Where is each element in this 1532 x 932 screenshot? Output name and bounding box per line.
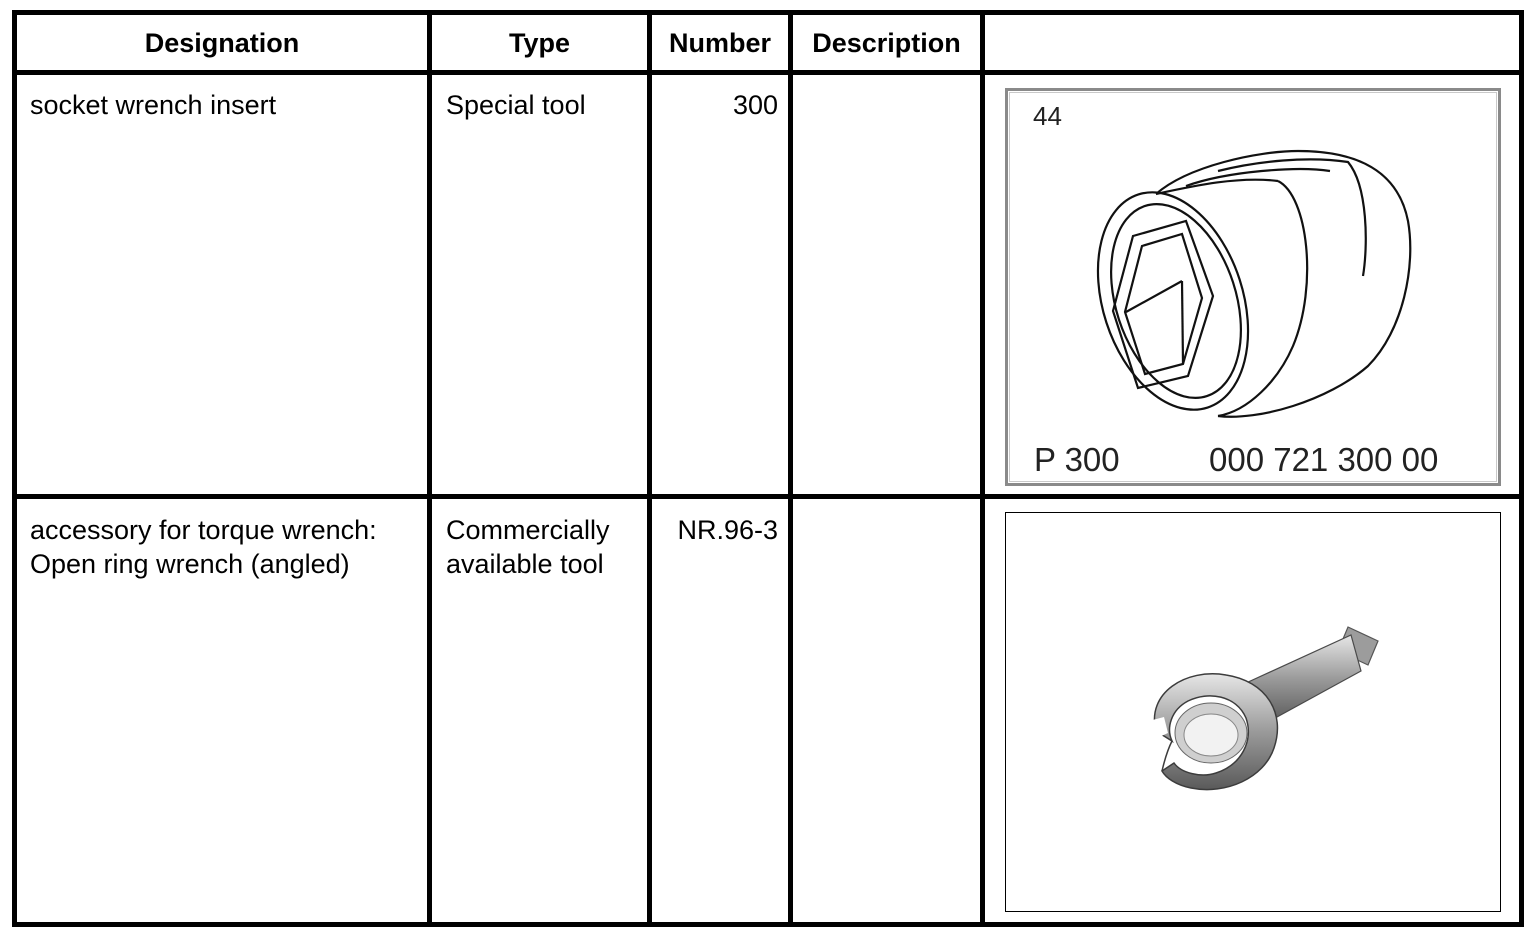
socket-wrench-illustration [1005, 88, 1501, 486]
row1-designation: socket wrench insert [30, 90, 277, 120]
row2-number: NR.96-3 [677, 515, 778, 545]
column-divider [427, 10, 432, 927]
header-description: Description [812, 28, 961, 58]
column-divider [788, 10, 793, 927]
header-image [985, 15, 1519, 72]
row1-number: 300 [732, 90, 778, 120]
row2-type: Commercially available tool [446, 515, 610, 579]
column-divider [980, 10, 985, 927]
row-divider [12, 494, 1524, 499]
illustration-label-right: 000 721 300 00 [1209, 441, 1439, 478]
header-designation: Designation [144, 28, 300, 58]
open-ring-wrench-icon [1116, 613, 1406, 813]
column-divider [647, 10, 652, 927]
row1-type: Special tool [446, 90, 586, 120]
header-type: Type [508, 28, 570, 58]
socket-wrench-insert-icon [1068, 126, 1428, 426]
illustration-ref-number: 44 [1033, 101, 1062, 131]
header-number: Number [668, 28, 771, 58]
open-ring-wrench-photo [1005, 512, 1501, 912]
row2-designation: accessory for torque wrench: Open ring wrench (angled) [30, 515, 377, 579]
illustration-label-left: P 300 [1034, 441, 1120, 478]
